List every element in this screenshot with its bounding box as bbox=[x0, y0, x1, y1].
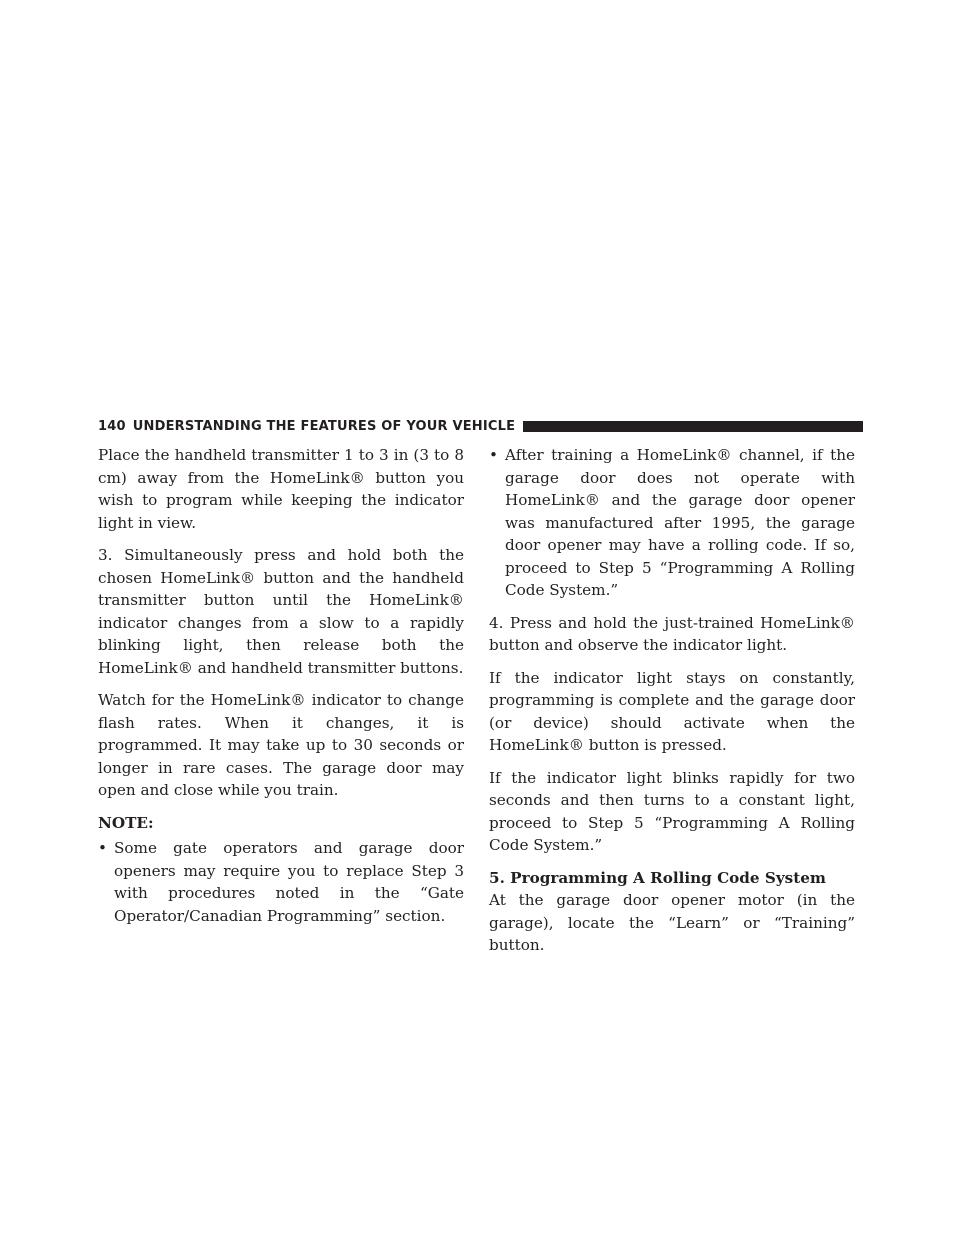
bullet-icon: • bbox=[98, 839, 107, 857]
rolling-code-bullet bbox=[489, 444, 855, 602]
step-3-paragraph: 3. Simultaneously press and hold both the chosen HomeLink® button and the handheld transmitter button until the HomeLink® indicator changes from a slow to a rapidly blinking light, then release both the HomeLink® and handheld transmitter buttons. bbox=[98, 546, 464, 677]
page-number: 140 bbox=[98, 418, 126, 434]
blinking-light-paragraph: If the indicator light blinks rapidly for two seconds and then turns to a constant light, proceed to Step 5 “Programming A Rolling Code System.” bbox=[489, 768, 855, 854]
transmitter-placement-paragraph: Place the handheld transmitter 1 to 3 in (3 to 8 cm) away from the HomeLink® button you wish to program while keeping the indicator light in view. bbox=[98, 446, 464, 532]
flash-rate-paragraph: Watch for the HomeLink® indicator to change flash rates. When it changes, it is programmed. It may take up to 30 seconds or longer in rare cases. The garage door may open and close while you train. bbox=[98, 691, 464, 799]
rolling-code-bullet-text: After training a HomeLink® channel, if the garage door does not operate with HomeLink® and the garage door opener was manufactured after 1995, the garage door opener may have a rolling code. If so, proceed to Step 5 “Programming A Rolling Code System.” bbox=[505, 446, 855, 599]
step-5-paragraph: At the garage door opener motor (in the garage), locate the “Learn” or “Training” button. bbox=[489, 891, 855, 954]
section-title: UNDERSTANDING THE FEATURES OF YOUR VEHICLE bbox=[132, 418, 516, 434]
step-4-paragraph: 4. Press and hold the just-trained HomeLink® button and observe the indicator light. bbox=[489, 613, 855, 654]
left-column bbox=[98, 444, 464, 937]
page-header bbox=[98, 416, 863, 436]
header-rule bbox=[523, 421, 863, 432]
constant-light-paragraph: If the indicator light stays on constantly, programming is complete and the garage door (or device) should activate when the HomeLink® button is pressed. bbox=[489, 668, 855, 754]
note-bullet-text: Some gate operators and garage door openers may require you to replace Step 3 with procedures noted in the “Gate Operator/Canadian Programming” section. bbox=[114, 839, 464, 925]
right-column bbox=[489, 444, 855, 967]
note-bullet bbox=[98, 837, 464, 927]
step-5-heading: 5. Programming A Rolling Code System bbox=[489, 868, 826, 887]
note-heading: NOTE: bbox=[98, 813, 154, 832]
bullet-icon: • bbox=[489, 446, 498, 464]
